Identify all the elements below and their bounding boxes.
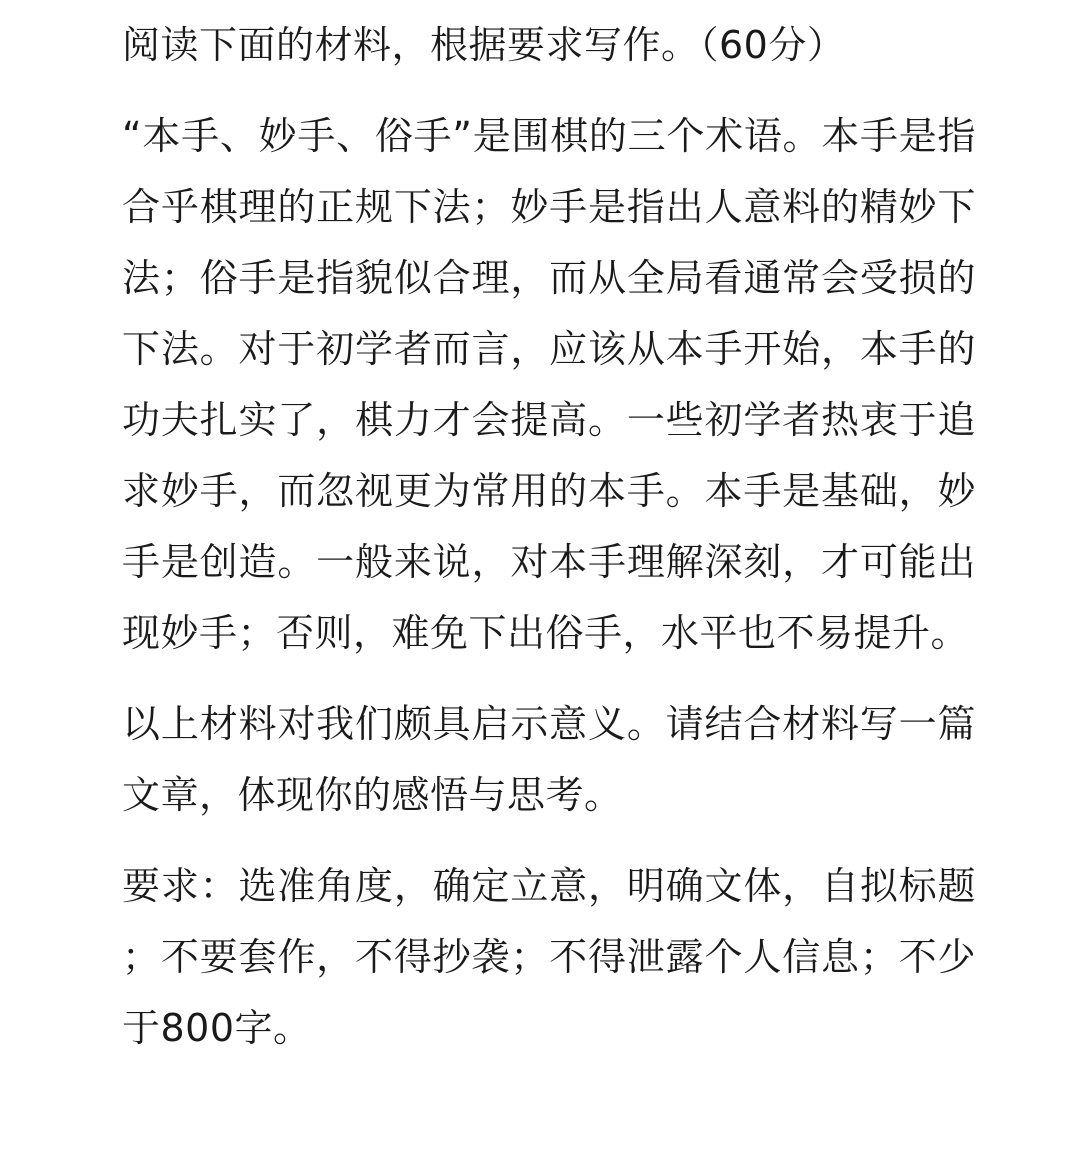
material-paragraph: “本手、妙手、俗手”是围棋的三个术语。本手是指合乎棋理的正规下法；妙手是指出人意料的精妙下法；俗手是指貌似合理，而从全局看通常会受损的下法。对于初学者而言，应该从本手开始，本手的功夫扎实了，棋力才会提高。一些初学者热衷于追求妙手，而忽视更为常用的本手。本手是基础，妙手是创造。一般来说，对本手理解深刻，才可能出现妙手；否则，难免下出俗手，水平也不易提升。: [122, 114, 976, 655]
instruction-paragraph: 阅读下面的材料，根据要求写作。（60分）: [122, 23, 846, 67]
essay-prompt-document: [122, 10, 976, 1064]
requirements-paragraph: 要求：选准角度，确定立意，明确文体，自拟标题；不要套作，不得抄袭；不得泄露个人信息；不少于800字。: [122, 864, 976, 1050]
task-paragraph: 以上材料对我们颇具启示意义。请结合材料写一篇文章，体现你的感悟与思考。: [122, 702, 976, 817]
